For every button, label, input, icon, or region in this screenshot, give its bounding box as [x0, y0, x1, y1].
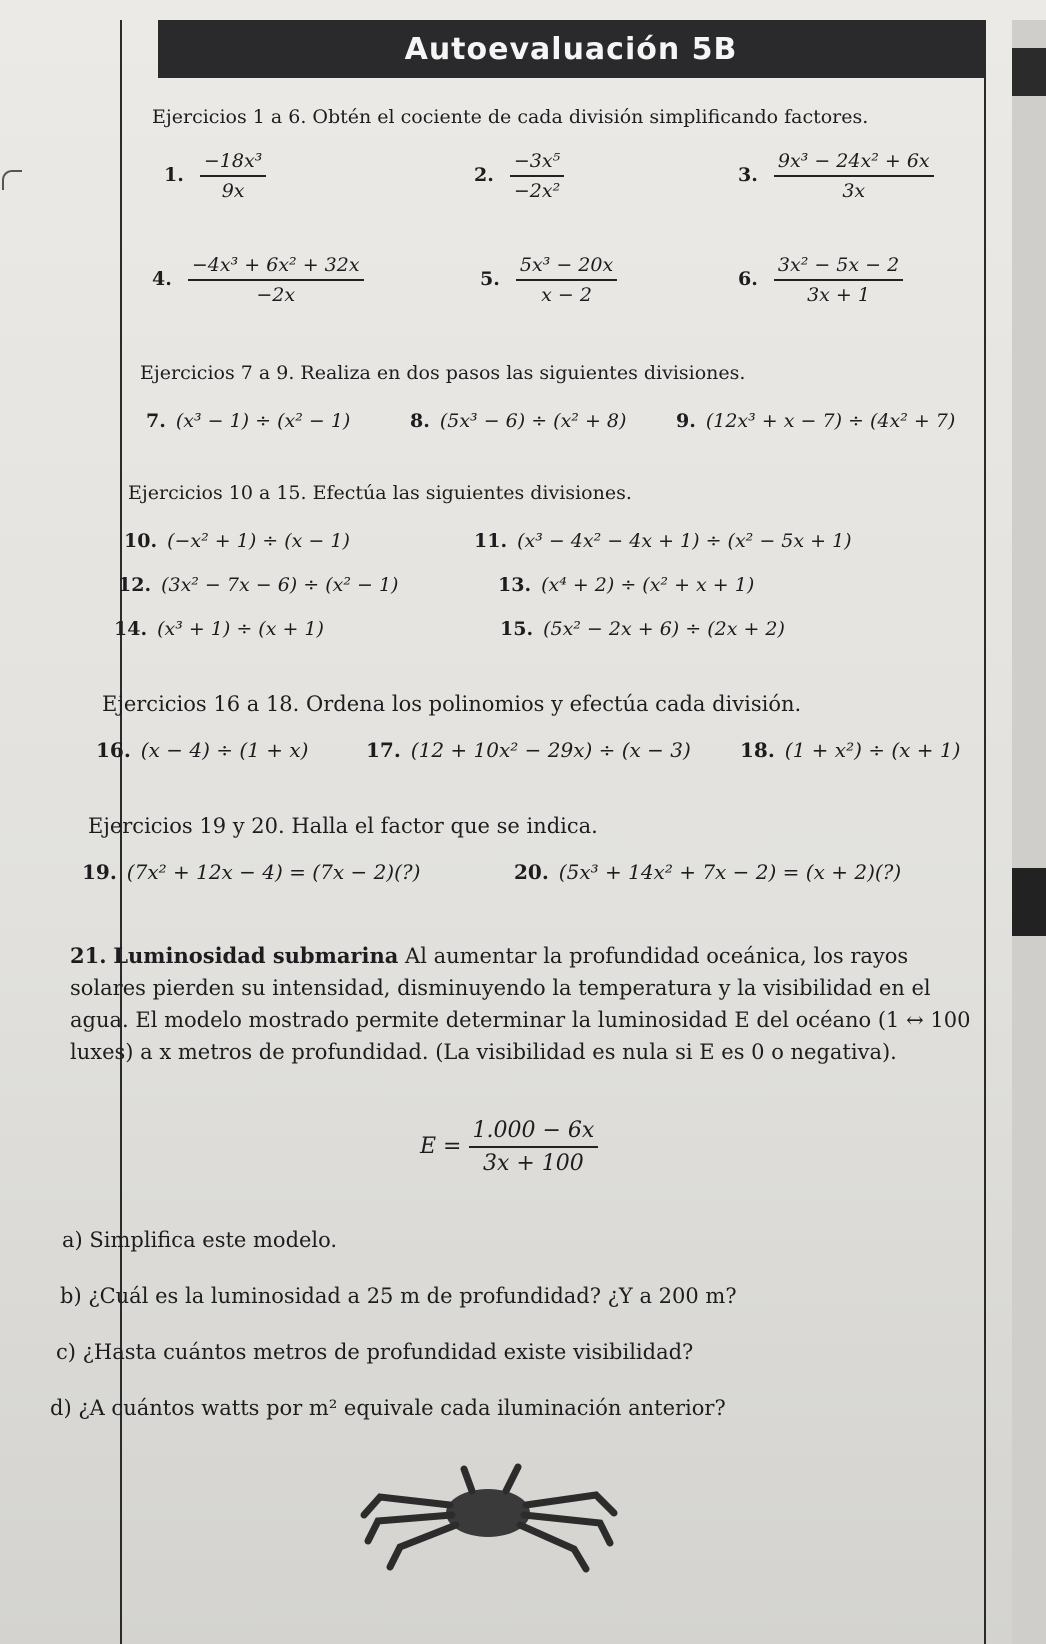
numerator: −4x³ + 6x² + 32x: [188, 254, 364, 281]
exercise-16: [96, 738, 308, 762]
fraction: [774, 150, 934, 202]
exercise-number: 19.: [82, 860, 117, 884]
expression: (−x² + 1) ÷ (x − 1): [167, 530, 350, 552]
crab-illustration: [360, 1455, 620, 1575]
exercise-number: 18.: [740, 738, 775, 762]
exercise-13: [498, 574, 754, 596]
question-text: ¿Cuál es la luminosidad a 25 m de profundidad? ¿Y a 200 m?: [88, 1284, 737, 1308]
question-label: c): [56, 1340, 76, 1364]
exercise-3: [738, 150, 934, 202]
expression: (12 + 10x² − 29x) ÷ (x − 3): [410, 738, 691, 762]
section-4-heading: Ejercicios 16 a 18. Ordena los polinomios y efectúa cada división.: [102, 692, 802, 716]
exercise-11: [474, 530, 852, 552]
expression: (x³ + 1) ÷ (x + 1): [157, 618, 324, 640]
exercise-number: 8.: [410, 410, 430, 432]
exercise-6: [738, 254, 903, 306]
exercise-number: 4.: [152, 268, 172, 290]
numerator: 1.000 − 6x: [469, 1118, 599, 1148]
question-d: [50, 1392, 726, 1424]
numerator: 9x³ − 24x² + 6x: [774, 150, 934, 177]
denominator: 3x + 1: [807, 284, 870, 306]
exercise-10: [124, 530, 350, 552]
denominator: −2x: [256, 284, 296, 306]
question-b: [60, 1280, 737, 1312]
question-label: b): [60, 1284, 82, 1308]
exercise-number: 5.: [480, 268, 500, 290]
fraction: [516, 254, 617, 306]
expression: (1 + x²) ÷ (x + 1): [784, 738, 961, 762]
exercise-number: 1.: [164, 164, 184, 186]
exercise-number: 6.: [738, 268, 758, 290]
crab-body: [446, 1489, 530, 1537]
question-c: [56, 1336, 693, 1368]
question-text: ¿Hasta cuántos metros de profundidad existe visibilidad?: [82, 1340, 694, 1364]
section-3-heading: Ejercicios 10 a 15. Efectúa las siguientes divisiones.: [128, 482, 632, 504]
exercise-number: 17.: [366, 738, 401, 762]
fraction: [469, 1118, 599, 1176]
question-a: [62, 1224, 337, 1256]
exercise-number: 3.: [738, 164, 758, 186]
exercise-number: 10.: [124, 530, 158, 552]
exercise-8: [410, 410, 626, 432]
question-text: Simplifica este modelo.: [89, 1228, 338, 1252]
problem-body: Al aumentar la profundidad oceánica, los rayos solares pierden su intensidad, disminuyendo la temperatura y la visibilidad en el agua. El modelo mostrado permite determinar la luminosidad E del océano (1 ↔ 100 luxes) a x metros de profundidad. (La visibilidad es nula si E es 0 o negativa).: [70, 944, 971, 1064]
numerator: −3x⁵: [510, 150, 564, 177]
exercise-12: [118, 574, 398, 596]
expression: (7x² + 12x − 4) = (7x − 2)(?): [126, 860, 421, 884]
denominator: 3x + 100: [482, 1151, 584, 1176]
edge-tab-lower: [1012, 868, 1046, 936]
numerator: 5x³ − 20x: [516, 254, 617, 281]
expression: (x⁴ + 2) ÷ (x² + x + 1): [541, 574, 755, 596]
section-1-heading: Ejercicios 1 a 6. Obtén el cociente de cada división simplificando factores.: [152, 106, 869, 128]
expression: (12x³ + x − 7) ÷ (4x² + 7): [705, 410, 956, 432]
expression: (5x³ − 6) ÷ (x² + 8): [439, 410, 627, 432]
denominator: x − 2: [541, 284, 592, 306]
exercise-number: 14.: [114, 618, 148, 640]
exercise-17: [366, 738, 691, 762]
denominator: −2x²: [513, 180, 561, 202]
exercise-number: 16.: [96, 738, 131, 762]
fraction: [774, 254, 903, 306]
numerator: 3x² − 5x − 2: [774, 254, 903, 281]
exercise-20: [514, 860, 901, 884]
exercise-9: [676, 410, 955, 432]
exercise-1: [164, 150, 266, 202]
exercise-2: [474, 150, 564, 202]
adjacent-page-edge: [1012, 20, 1046, 1644]
expression: (x³ − 1) ÷ (x² − 1): [175, 410, 351, 432]
expression: (3x² − 7x − 6) ÷ (x² − 1): [161, 574, 399, 596]
luminosity-formula: [420, 1118, 598, 1176]
exercise-18: [740, 738, 960, 762]
question-label: a): [62, 1228, 83, 1252]
expression: (5x² − 2x + 6) ÷ (2x + 2): [543, 618, 785, 640]
exercise-14: [114, 618, 324, 640]
expression: (x³ − 4x² − 4x + 1) ÷ (x² − 5x + 1): [517, 530, 852, 552]
exercise-number: 7.: [146, 410, 166, 432]
question-label: d): [50, 1396, 72, 1420]
exercise-7: [146, 410, 350, 432]
numerator: −18x³: [200, 150, 266, 177]
problem-21: [70, 940, 982, 1068]
fraction: [510, 150, 564, 202]
exercise-number: 20.: [514, 860, 549, 884]
question-text: ¿A cuántos watts por m² equivale cada iluminación anterior?: [78, 1396, 726, 1420]
exercise-number: 11.: [474, 530, 508, 552]
fraction: [188, 254, 364, 306]
exercise-number: 13.: [498, 574, 532, 596]
fraction: [200, 150, 266, 202]
section-5-heading: Ejercicios 19 y 20. Halla el factor que se indica.: [88, 814, 598, 838]
denominator: 3x: [842, 180, 866, 202]
expression: (5x³ + 14x² + 7x − 2) = (x + 2)(?): [558, 860, 902, 884]
exercise-number: 9.: [676, 410, 696, 432]
edge-tab: [1012, 48, 1046, 96]
section-2-heading: Ejercicios 7 a 9. Realiza en dos pasos las siguientes divisiones.: [140, 362, 746, 384]
exercise-4: [152, 254, 364, 306]
exercise-19: [82, 860, 420, 884]
formula-lhs: E =: [420, 1134, 462, 1159]
page-title: Autoevaluación 5B: [158, 20, 984, 78]
exercise-number: 15.: [500, 618, 534, 640]
denominator: 9x: [221, 180, 245, 202]
exercise-5: [480, 254, 617, 306]
exercise-number: 21.: [70, 943, 107, 968]
problem-title: Luminosidad submarina: [113, 943, 399, 968]
exercise-15: [500, 618, 785, 640]
expression: (x − 4) ÷ (1 + x): [140, 738, 309, 762]
margin-mark: [2, 170, 22, 190]
exercise-number: 12.: [118, 574, 152, 596]
exercise-number: 2.: [474, 164, 494, 186]
